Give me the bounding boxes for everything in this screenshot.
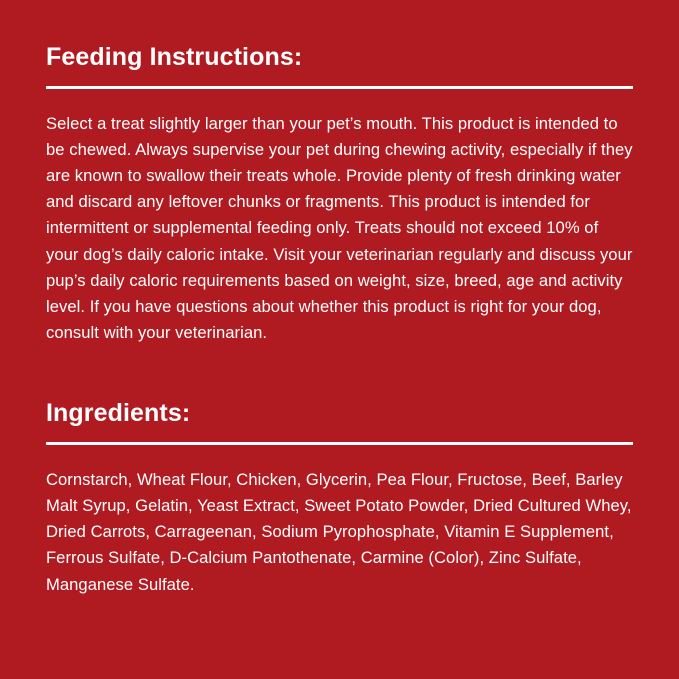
ingredients-heading: Ingredients: (46, 399, 191, 428)
section-spacer (46, 346, 633, 400)
ingredients-text: Cornstarch, Wheat Flour, Chicken, Glycerin, Pea Flour, Fructose, Beef, Barley Malt Syrup, Gelatin, Yeast Extract, Sweet Potato Powder, Dried Cultured Whey, Dried Carrots, Carrageenan, Sodium Pyrophosphate, Vitamin E Supplement, Ferrous Sulfate, D-Calcium Pantothenate, Carmine (Color), Zinc Sulfate, Manganese Sulfate. (46, 469, 632, 594)
feeding-instructions-heading: Feeding Instructions: (46, 43, 303, 71)
feeding-instructions-divider (46, 86, 633, 89)
feeding-instructions-section (46, 44, 633, 346)
ingredients-section (46, 400, 633, 598)
feeding-instructions-text: Select a treat slightly larger than your pet’s mouth. This product is intended to be chewed. Always supervise your pet during chewing activity, especially if they are known to swallow their treats whole. Provide plenty of fresh drinking water and discard any leftover chunks or fragments. This product is intended for intermittent or supplemental feeding only. Treats should not exceed 10% of your dog’s daily caloric intake. Visit your veterinarian regularly and discuss your pup’s daily caloric requirements based on weight, size, breed, age and activity level. If you have questions about whether this product is right for your dog, consult with your veterinarian. (46, 113, 633, 343)
ingredients-divider (46, 442, 633, 445)
